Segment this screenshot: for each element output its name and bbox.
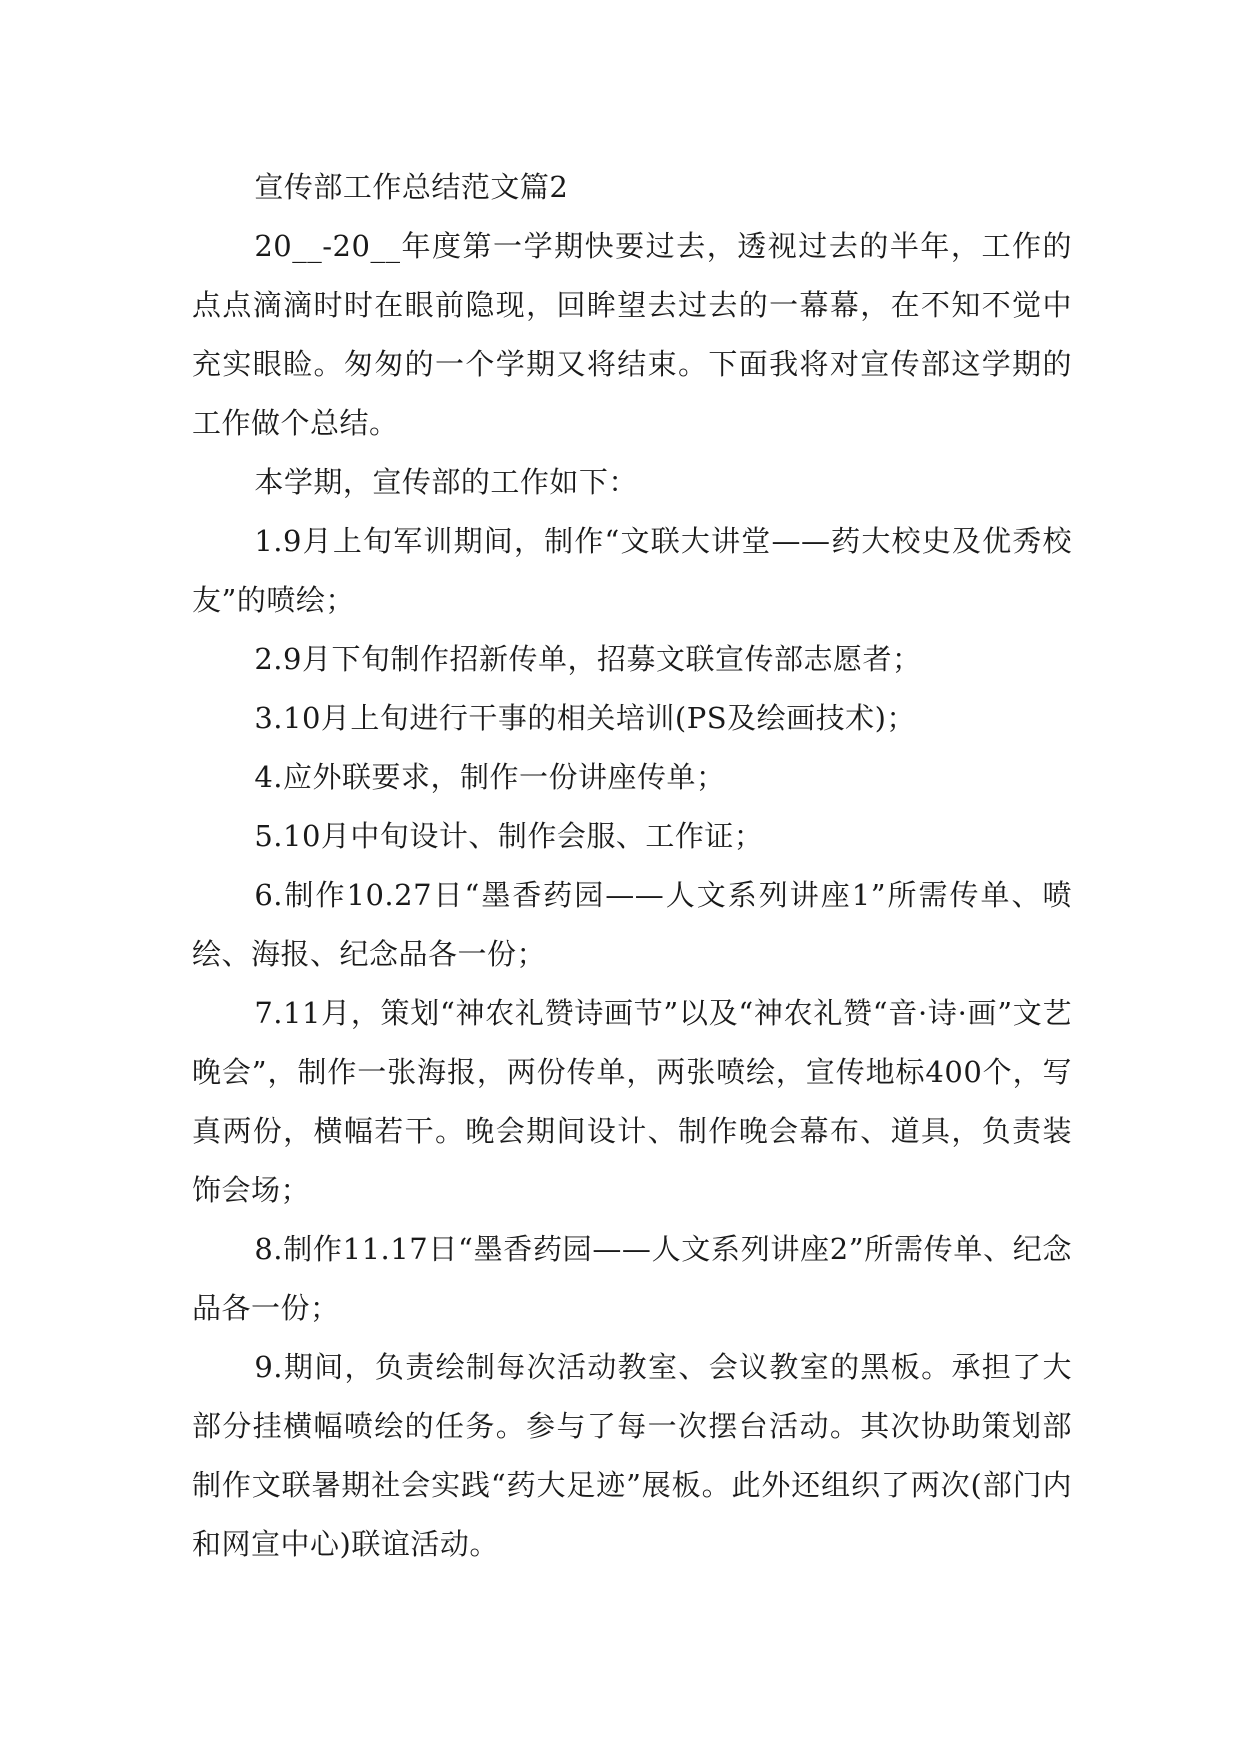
work-item-5: 5.10月中旬设计、制作会服、工作证； [254,819,764,853]
document-body [192,158,1072,1574]
work-item-7: 7.11月，策划“神农礼赞诗画节”以及“神农礼赞“音·诗·画”文艺晚会”，制作一张海报，两份传单，两张喷绘，宣传地标400个，写真两份，横幅若干。晚会期间设计、制作晚会幕布、道具，负责装饰会场； [192,996,1072,1207]
intro-paragraph: 20__-20__年度第一学期快要过去，透视过去的半年，工作的点点滴滴时时在眼前隐现，回眸望去过去的一幕幕，在不知不觉中充实眼睑。匆匆的一个学期又将结束。下面我将对宣传部这学期的工作做个总结。 [192,229,1072,440]
work-item-4: 4.应外联要求，制作一份讲座传单； [254,760,726,794]
work-item-9: 9.期间，负责绘制每次活动教室、会议教室的黑板。承担了大部分挂横幅喷绘的任务。参与了每一次摆台活动。其次协助策划部制作文联暑期社会实践“药大足迹”展板。此外还组织了两次(部门内和网宣中心)联谊活动。 [192,1350,1072,1561]
work-item-6: 6.制作10.27日“墨香药园——人文系列讲座1”所需传单、喷绘、海报、纪念品各一份； [192,878,1072,971]
work-item-2: 2.9月下旬制作招新传单，招募文联宣传部志愿者； [254,642,922,676]
work-item-8: 8.制作11.17日“墨香药园——人文系列讲座2”所需传单、纪念品各一份； [192,1232,1072,1325]
document-title: 宣传部工作总结范文篇2 [254,170,569,204]
work-list-heading: 本学期，宣传部的工作如下： [254,465,638,499]
work-item-1: 1.9月上旬军训期间，制作“文联大讲堂——药大校史及优秀校友”的喷绘； [192,524,1072,617]
work-item-3: 3.10月上旬进行干事的相关培训(PS及绘画技术)； [254,701,916,735]
